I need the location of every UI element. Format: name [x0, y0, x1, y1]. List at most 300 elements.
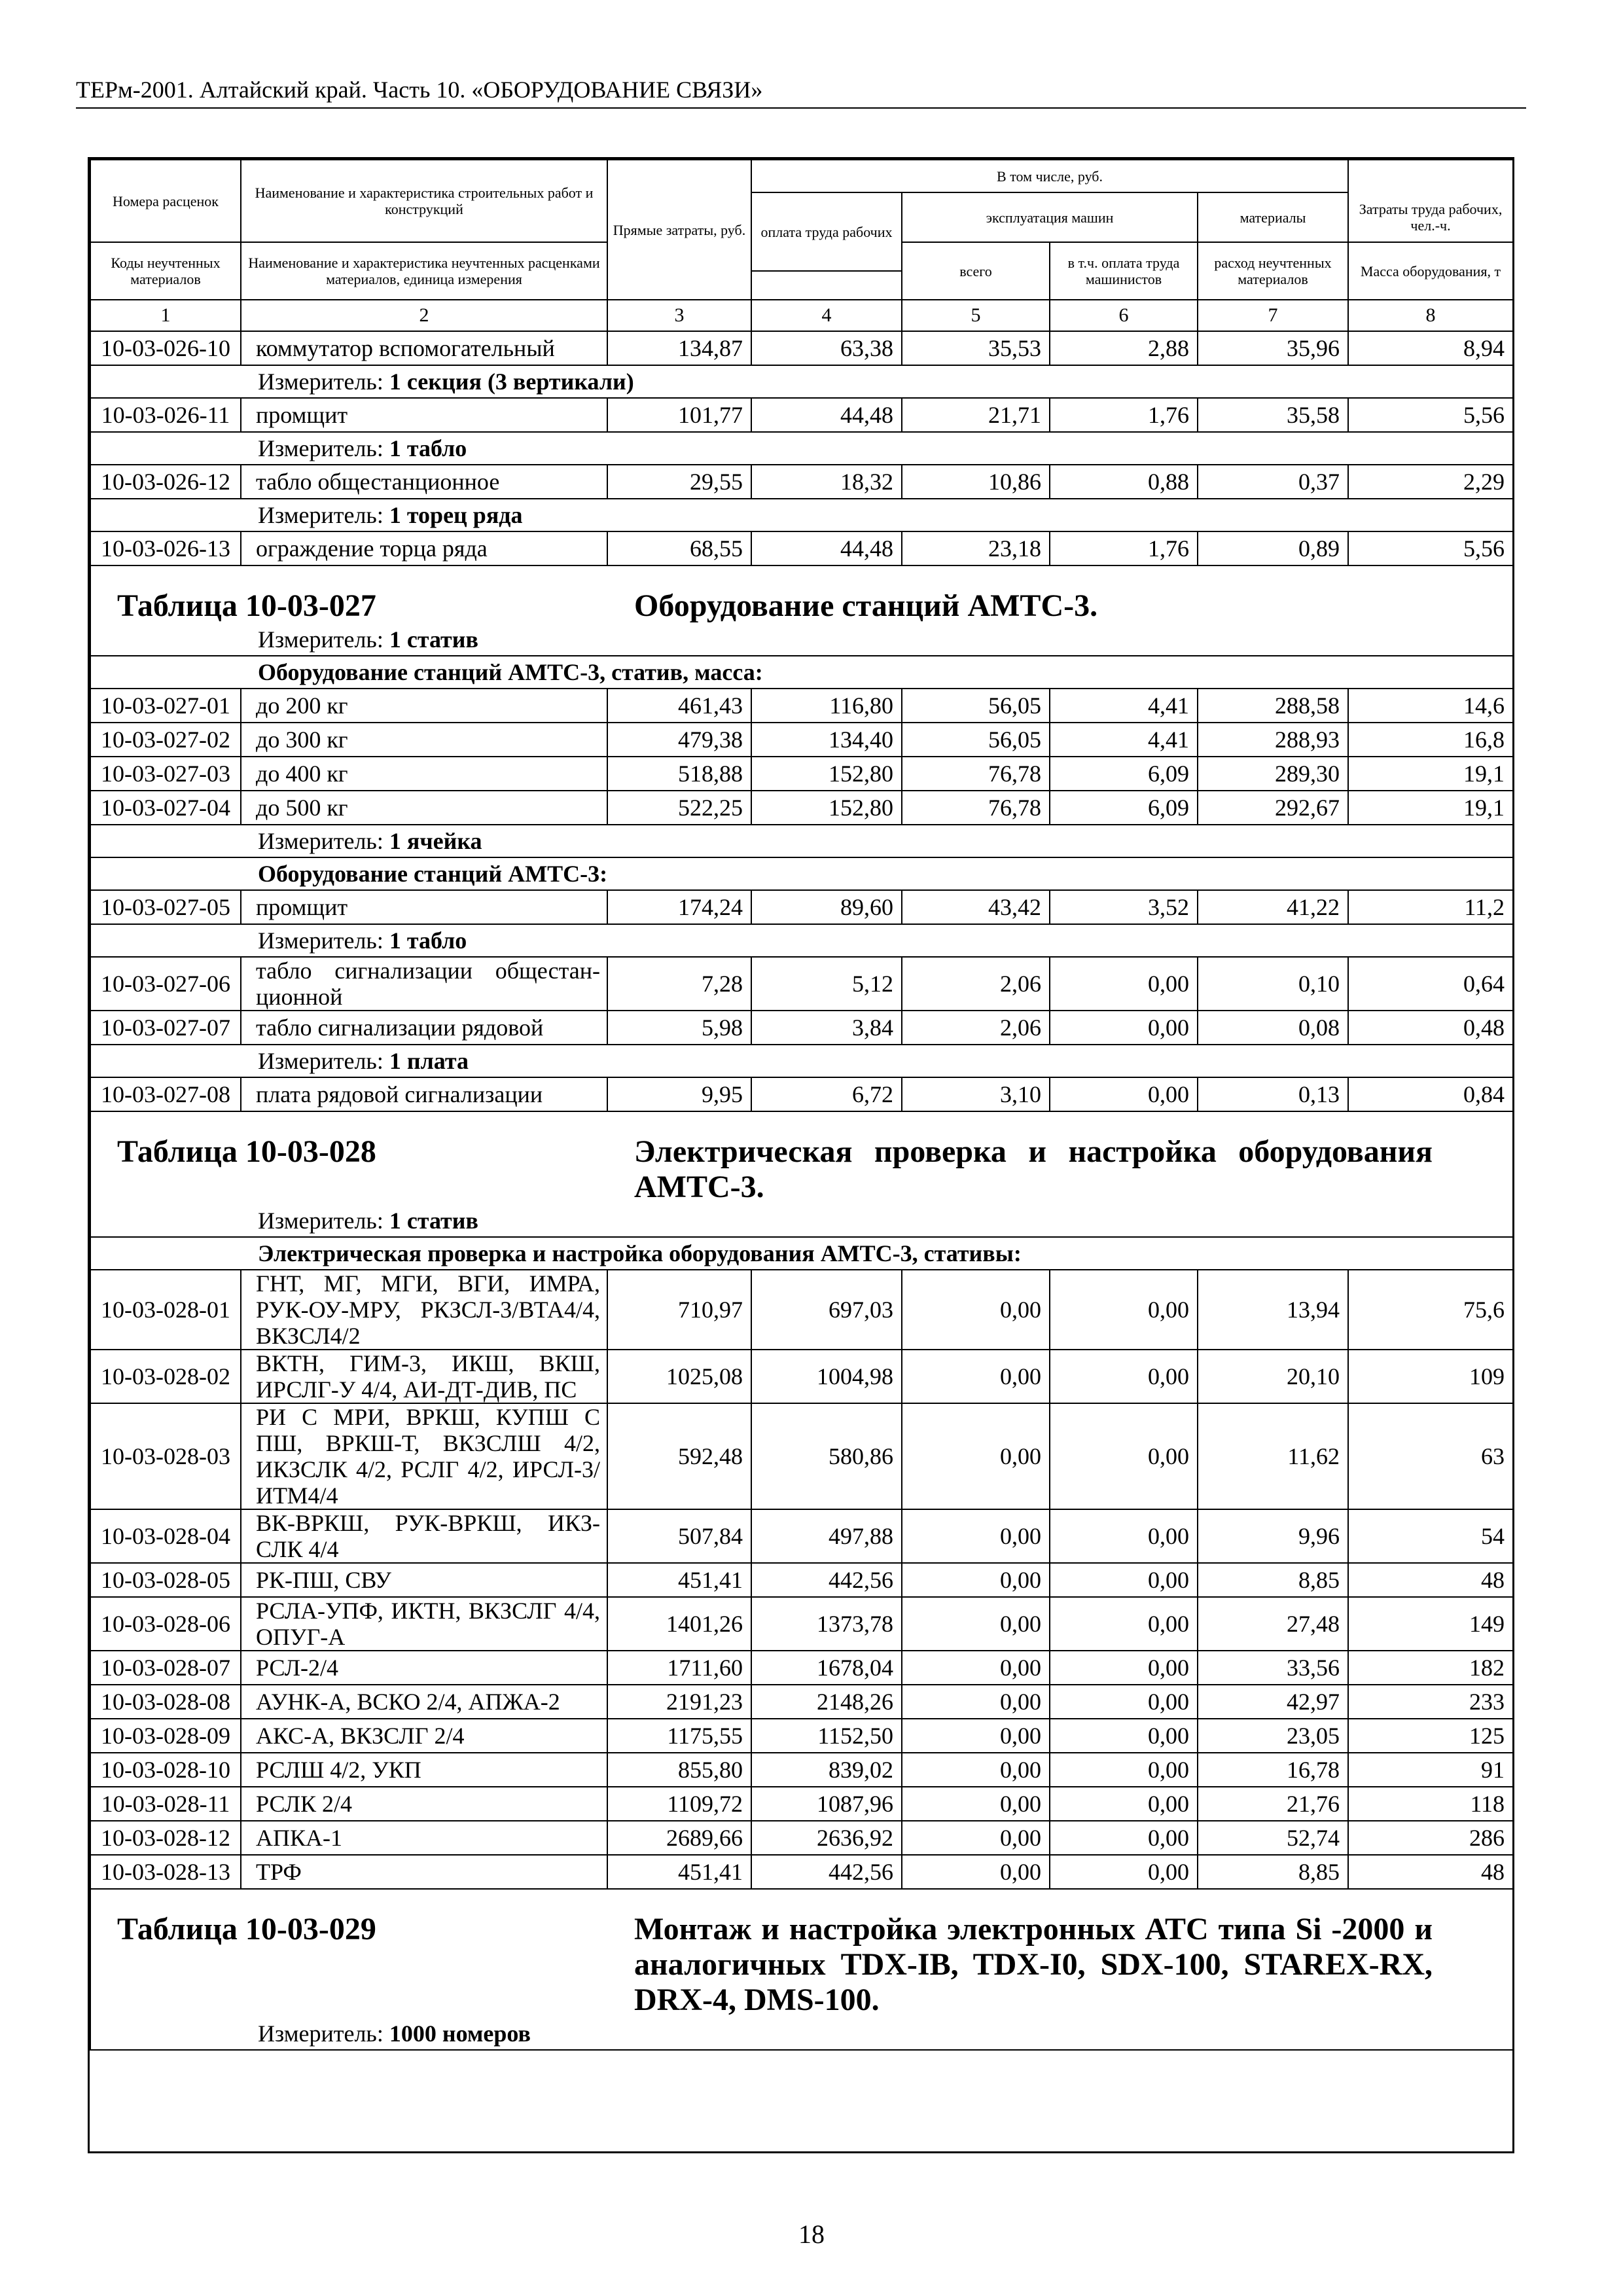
rate-value: 29,55 [607, 465, 751, 499]
rate-code: 10-03-028-13 [90, 1855, 241, 1889]
table-row [90, 723, 1513, 757]
rate-value: 0,48 [1348, 1011, 1513, 1045]
rate-value: 134,40 [751, 723, 902, 757]
measure-prefix: Измеритель: [258, 828, 389, 854]
empty-cell [90, 624, 241, 656]
measure-unit: 1 торец ряда [389, 502, 523, 528]
rate-value: 1152,50 [751, 1719, 902, 1753]
page-number: 18 [798, 2219, 825, 2249]
rate-value: 1004,98 [751, 1350, 902, 1403]
table-row [90, 689, 1513, 723]
col-header-total: всего [902, 242, 1050, 300]
subheader-label: Оборудование станций АМТС-3: [241, 857, 1513, 890]
rate-value: 0,00 [1050, 957, 1198, 1011]
col-number: 5 [902, 300, 1050, 331]
rate-value: 56,05 [902, 689, 1050, 723]
rate-name: РСЛА-УПФ, ИКТН, ВКЗСЛГ 4/4, ОПУГ-А [241, 1597, 607, 1651]
rate-value: 76,78 [902, 757, 1050, 791]
empty-cell [90, 1237, 241, 1270]
rate-value: 6,09 [1050, 757, 1198, 791]
rate-value: 292,67 [1198, 791, 1348, 825]
table-row [90, 1753, 1513, 1787]
rate-value: 152,80 [751, 791, 902, 825]
rate-value: 697,03 [751, 1270, 902, 1350]
table-row [90, 957, 1513, 1011]
measure-label [241, 365, 1513, 398]
rate-value: 451,41 [607, 1563, 751, 1597]
rate-value: 0,00 [1050, 1011, 1198, 1045]
rate-value: 41,22 [1198, 890, 1348, 924]
table-number: Таблица 10-03-027 [117, 588, 376, 623]
rate-code: 10-03-028-02 [90, 1350, 241, 1403]
rate-value: 2148,26 [751, 1685, 902, 1719]
rate-code: 10-03-028-01 [90, 1270, 241, 1350]
col-header-incl-operators: в т.ч. оплата труда машинистов [1050, 242, 1198, 300]
col-header-name-bottom: Наименование и характеристика неучтенных расценками материалов, единица измерения [241, 242, 607, 300]
rate-code: 10-03-027-02 [90, 723, 241, 757]
rate-value: 0,00 [1050, 1651, 1198, 1685]
empty-cell [90, 432, 241, 465]
rate-value: 0,00 [902, 1821, 1050, 1855]
rate-name: РК-ПШ, СВУ [241, 1563, 607, 1597]
rate-value: 2191,23 [607, 1685, 751, 1719]
rate-value: 3,84 [751, 1011, 902, 1045]
rate-value: 149 [1348, 1597, 1513, 1651]
rate-value: 75,6 [1348, 1270, 1513, 1350]
col-header-code-top: Номера расценок [90, 160, 241, 242]
rate-value: 11,2 [1348, 890, 1513, 924]
table-title: Оборудование станций АМТС-3. [634, 588, 1098, 623]
rate-value: 0,00 [1050, 1597, 1198, 1651]
rate-value: 35,53 [902, 331, 1050, 365]
rate-name: ГНТ, МГ, МГИ, ВГИ, ИМРА, РУК-ОУ-МРУ, РКЗСЛ-3/ВТА4/4, ВКЗСЛ4/2 [241, 1270, 607, 1350]
rate-value: 101,77 [607, 398, 751, 432]
rate-value: 580,86 [751, 1403, 902, 1509]
rate-value: 0,00 [902, 1719, 1050, 1753]
col-header-mass: Масса оборудования, т [1348, 242, 1513, 300]
rate-value: 2636,92 [751, 1821, 902, 1855]
rate-value: 20,10 [1198, 1350, 1348, 1403]
rate-value: 286 [1348, 1821, 1513, 1855]
rate-value: 9,96 [1198, 1509, 1348, 1563]
col-header-materials: материалы [1198, 192, 1348, 242]
rate-value: 6,72 [751, 1077, 902, 1111]
measure-prefix: Измеритель: [258, 368, 389, 395]
rate-value: 48 [1348, 1855, 1513, 1889]
rate-name: РСЛК 2/4 [241, 1787, 607, 1821]
col-header-code-bottom: Коды неучтенных материалов [90, 242, 241, 300]
rate-value: 56,05 [902, 723, 1050, 757]
empty-cell [90, 924, 241, 957]
rate-value: 0,13 [1198, 1077, 1348, 1111]
rate-name: РСЛ-2/4 [241, 1651, 607, 1685]
rate-value: 1025,08 [607, 1350, 751, 1403]
rate-name: ТРФ [241, 1855, 607, 1889]
table-row [90, 757, 1513, 791]
rate-value: 33,56 [1198, 1651, 1348, 1685]
page-header: ТЕРм-2001. Алтайский край. Часть 10. «ОБОРУДОВАНИЕ СВЯЗИ» [76, 72, 1526, 109]
rate-value: 0,00 [1050, 1077, 1198, 1111]
rate-name: плата рядовой сигнализации [241, 1077, 607, 1111]
rate-value: 0,88 [1050, 465, 1198, 499]
empty-cell [90, 365, 241, 398]
rate-value: 6,09 [1050, 791, 1198, 825]
measure-label [241, 432, 1513, 465]
measure-row [90, 825, 1513, 857]
rate-value: 0,00 [1050, 1403, 1198, 1509]
col-number: 1 [90, 300, 241, 331]
rate-value: 0,64 [1348, 957, 1513, 1011]
col-header-incl: В том числе, руб. [751, 160, 1348, 192]
measure-prefix: Измеритель: [258, 435, 389, 461]
rate-value: 518,88 [607, 757, 751, 791]
subheader-label: Электрическая проверка и настройка оборудования АМТС-3, стативы: [241, 1237, 1513, 1270]
rate-value: 125 [1348, 1719, 1513, 1753]
rate-value: 0,00 [902, 1787, 1050, 1821]
rate-value: 5,56 [1348, 398, 1513, 432]
measure-prefix: Измеритель: [258, 626, 389, 653]
table-row [90, 1011, 1513, 1045]
rate-value: 11,62 [1198, 1403, 1348, 1509]
rate-code: 10-03-027-05 [90, 890, 241, 924]
table-row [90, 1597, 1513, 1651]
rate-value: 233 [1348, 1685, 1513, 1719]
measure-row [90, 1045, 1513, 1077]
rate-value: 0,10 [1198, 957, 1348, 1011]
measure-row [90, 624, 1513, 656]
rate-name: РСЛШ 4/2, УКП [241, 1753, 607, 1787]
table-title-cell [90, 1111, 1513, 1205]
table-row [90, 465, 1513, 499]
rate-value: 68,55 [607, 531, 751, 565]
rate-value: 134,87 [607, 331, 751, 365]
rate-value: 182 [1348, 1651, 1513, 1685]
rate-value: 4,41 [1050, 723, 1198, 757]
measure-unit: 1 секция (3 вертикали) [389, 368, 634, 395]
table-row [90, 1270, 1513, 1350]
rate-code: 10-03-028-08 [90, 1685, 241, 1719]
rate-value: 855,80 [607, 1753, 751, 1787]
rate-value: 839,02 [751, 1753, 902, 1787]
rate-value: 23,05 [1198, 1719, 1348, 1753]
rate-name: промщит [241, 398, 607, 432]
rate-value: 0,00 [902, 1509, 1050, 1563]
rate-code: 10-03-027-04 [90, 791, 241, 825]
empty-cell [90, 1045, 241, 1077]
rate-value: 3,52 [1050, 890, 1198, 924]
rate-value: 479,38 [607, 723, 751, 757]
subheader-row [90, 1237, 1513, 1270]
rate-value: 1,76 [1050, 398, 1198, 432]
rate-name: ВК-ВРКШ, РУК-ВРКШ, ИКЗ-СЛК 4/4 [241, 1509, 607, 1563]
rate-value: 1109,72 [607, 1787, 751, 1821]
rate-name: табло общестанционное [241, 465, 607, 499]
measure-unit: 1 ячейка [389, 828, 482, 854]
measure-unit: 1 табло [389, 927, 467, 954]
rate-value: 0,84 [1348, 1077, 1513, 1111]
rate-code: 10-03-028-05 [90, 1563, 241, 1597]
rate-code: 10-03-027-08 [90, 1077, 241, 1111]
rate-value: 2,88 [1050, 331, 1198, 365]
rate-code: 10-03-027-06 [90, 957, 241, 1011]
table-row [90, 890, 1513, 924]
table-title-row [90, 1111, 1513, 1205]
rate-name: промщит [241, 890, 607, 924]
rate-value: 174,24 [607, 890, 751, 924]
empty-cell [90, 857, 241, 890]
rate-value: 5,56 [1348, 531, 1513, 565]
rate-code: 10-03-026-13 [90, 531, 241, 565]
table-row [90, 1350, 1513, 1403]
rate-value: 35,96 [1198, 331, 1348, 365]
table-row [90, 1685, 1513, 1719]
rate-value: 5,12 [751, 957, 902, 1011]
rate-value: 7,28 [607, 957, 751, 1011]
rate-value: 0,00 [902, 1651, 1050, 1685]
table-title-cell [90, 1889, 1513, 2018]
rate-value: 3,10 [902, 1077, 1050, 1111]
rate-value: 18,32 [751, 465, 902, 499]
table-title-row [90, 565, 1513, 624]
rate-value: 152,80 [751, 757, 902, 791]
rate-name: РИ С МРИ, ВРКШ, КУПШ С ПШ, ВРКШ-Т, ВКЗСЛШ 4/2, ИКЗСЛК 4/2, РСЛГ 4/2, ИРСЛ-3/ИТМ4/4 [241, 1403, 607, 1509]
table-number: Таблица 10-03-028 [117, 1134, 376, 1169]
rate-name: АПКА-1 [241, 1821, 607, 1855]
rate-value: 497,88 [751, 1509, 902, 1563]
col-header-unaccounted: расход неучтенных материалов [1198, 242, 1348, 300]
table-row [90, 331, 1513, 365]
table-number: Таблица 10-03-029 [117, 1912, 376, 1946]
measure-prefix: Измеритель: [258, 1208, 389, 1234]
rate-code: 10-03-028-09 [90, 1719, 241, 1753]
rate-value: 1711,60 [607, 1651, 751, 1685]
rate-name: коммутатор вспомогательный [241, 331, 607, 365]
table-title: Электрическая проверка и настройка оборудования АМТС-3. [634, 1134, 1433, 1204]
rate-value: 2689,66 [607, 1821, 751, 1855]
table-row [90, 1719, 1513, 1753]
rate-value: 2,06 [902, 1011, 1050, 1045]
col-header-corner [1348, 160, 1513, 192]
rate-name: АУНК-А, ВСКО 2/4, АПЖА-2 [241, 1685, 607, 1719]
col-number: 6 [1050, 300, 1198, 331]
rate-code: 10-03-028-04 [90, 1509, 241, 1563]
measure-unit: 1 статив [389, 626, 478, 653]
measure-prefix: Измеритель: [258, 2020, 389, 2047]
rate-value: 27,48 [1198, 1597, 1348, 1651]
rate-value: 52,74 [1198, 1821, 1348, 1855]
rate-value: 54 [1348, 1509, 1513, 1563]
measure-unit: 1 табло [389, 435, 467, 461]
col-number: 8 [1348, 300, 1513, 331]
rate-value: 442,56 [751, 1563, 902, 1597]
rate-code: 10-03-028-12 [90, 1821, 241, 1855]
rate-value: 8,94 [1348, 331, 1513, 365]
col-number: 7 [1198, 300, 1348, 331]
rate-name: до 200 кг [241, 689, 607, 723]
rate-value: 42,97 [1198, 1685, 1348, 1719]
measure-unit: 1 статив [389, 1208, 478, 1234]
rate-value: 0,00 [902, 1753, 1050, 1787]
rate-value: 1401,26 [607, 1597, 751, 1651]
rate-code: 10-03-028-10 [90, 1753, 241, 1787]
rate-value: 76,78 [902, 791, 1050, 825]
table-row [90, 1651, 1513, 1685]
table-title: Монтаж и настройка электронных АТС типа Si -2000 и аналогичных TDX-IB, TDX-I0, SDX-100, STAREX-RX, DRX-4, DMS-100. [634, 1912, 1433, 2017]
table-row [90, 1403, 1513, 1509]
rate-name: АКС-А, ВКЗСЛГ 2/4 [241, 1719, 607, 1753]
subheader-row [90, 857, 1513, 890]
rate-value: 0,00 [902, 1350, 1050, 1403]
col-header-labor-pay: оплата труда рабочих [751, 192, 902, 271]
table-row [90, 791, 1513, 825]
rate-value: 89,60 [751, 890, 902, 924]
rate-value: 4,41 [1050, 689, 1198, 723]
rate-value: 0,00 [902, 1563, 1050, 1597]
measure-label [241, 825, 1513, 857]
empty-cell [90, 2018, 241, 2050]
measure-row [90, 924, 1513, 957]
rate-value: 0,00 [1050, 1855, 1198, 1889]
rate-value: 91 [1348, 1753, 1513, 1787]
rate-value: 63 [1348, 1403, 1513, 1509]
rate-value: 0,08 [1198, 1011, 1348, 1045]
rate-value: 109 [1348, 1350, 1513, 1403]
measure-row [90, 1205, 1513, 1237]
rate-value: 21,76 [1198, 1787, 1348, 1821]
rate-value: 592,48 [607, 1403, 751, 1509]
empty-cell [90, 499, 241, 531]
rate-code: 10-03-026-10 [90, 331, 241, 365]
col-header-name-top: Наименование и характеристика строительных работ и конструкций [241, 160, 607, 242]
rate-value: 0,00 [1050, 1787, 1198, 1821]
rate-value: 48 [1348, 1563, 1513, 1597]
rate-value: 461,43 [607, 689, 751, 723]
rate-value: 0,00 [1050, 1350, 1198, 1403]
rate-table-frame [88, 157, 1514, 2153]
table-row [90, 1563, 1513, 1597]
table-title-block [91, 566, 1512, 624]
measure-row [90, 2018, 1513, 2050]
rate-table [90, 159, 1514, 2051]
measure-unit: 1 плата [389, 1048, 469, 1074]
subheader-row [90, 656, 1513, 689]
rate-value: 0,00 [1050, 1270, 1198, 1350]
rate-value: 13,94 [1198, 1270, 1348, 1350]
rate-value: 0,00 [1050, 1821, 1198, 1855]
measure-label [241, 924, 1513, 957]
col-header-labor-cost: Затраты труда рабочих, чел.-ч. [1348, 192, 1513, 242]
rate-value: 288,58 [1198, 689, 1348, 723]
measure-unit: 1000 номеров [389, 2020, 531, 2047]
col-number: 2 [241, 300, 607, 331]
rate-value: 5,98 [607, 1011, 751, 1045]
rate-value: 0,00 [1050, 1753, 1198, 1787]
measure-prefix: Измеритель: [258, 502, 389, 528]
rate-value: 19,1 [1348, 757, 1513, 791]
table-title-row [90, 1889, 1513, 2018]
rate-value: 35,58 [1198, 398, 1348, 432]
rate-value: 16,8 [1348, 723, 1513, 757]
rate-value: 0,00 [1050, 1719, 1198, 1753]
rate-value: 118 [1348, 1787, 1513, 1821]
measure-label [241, 1045, 1513, 1077]
rate-value: 0,00 [1050, 1563, 1198, 1597]
rate-code: 10-03-026-11 [90, 398, 241, 432]
rate-value: 10,86 [902, 465, 1050, 499]
rate-value: 44,48 [751, 531, 902, 565]
rate-value: 23,18 [902, 531, 1050, 565]
rate-value: 1175,55 [607, 1719, 751, 1753]
rate-code: 10-03-027-01 [90, 689, 241, 723]
rate-value: 1373,78 [751, 1597, 902, 1651]
table-row [90, 1855, 1513, 1889]
col-number: 4 [751, 300, 902, 331]
rate-value: 710,97 [607, 1270, 751, 1350]
table-row [90, 1077, 1513, 1111]
rate-name: табло сигнализации рядовой [241, 1011, 607, 1045]
rate-value: 9,95 [607, 1077, 751, 1111]
rate-value: 288,93 [1198, 723, 1348, 757]
rate-value: 451,41 [607, 1855, 751, 1889]
measure-label [241, 2018, 1513, 2050]
table-title-block [91, 1890, 1512, 2018]
table-row [90, 531, 1513, 565]
empty-cell [90, 825, 241, 857]
rate-code: 10-03-027-07 [90, 1011, 241, 1045]
rate-value: 507,84 [607, 1509, 751, 1563]
rate-value: 44,48 [751, 398, 902, 432]
rate-value: 0,89 [1198, 531, 1348, 565]
rate-value: 8,85 [1198, 1855, 1348, 1889]
table-title-cell [90, 565, 1513, 624]
measure-prefix: Измеритель: [258, 1048, 389, 1074]
rate-value: 14,6 [1348, 689, 1513, 723]
empty-cell [90, 1205, 241, 1237]
rate-code: 10-03-028-03 [90, 1403, 241, 1509]
measure-label [241, 1205, 1513, 1237]
rate-value: 63,38 [751, 331, 902, 365]
rate-value: 0,37 [1198, 465, 1348, 499]
rate-value: 116,80 [751, 689, 902, 723]
rate-value: 522,25 [607, 791, 751, 825]
rate-code: 10-03-026-12 [90, 465, 241, 499]
rate-value: 8,85 [1198, 1563, 1348, 1597]
rate-name: до 300 кг [241, 723, 607, 757]
measure-label [241, 499, 1513, 531]
rate-name: табло сигнализации общестан-ционной [241, 957, 607, 1011]
rate-value: 21,71 [902, 398, 1050, 432]
empty-cell [90, 656, 241, 689]
rate-value: 0,00 [902, 1270, 1050, 1350]
rate-code: 10-03-027-03 [90, 757, 241, 791]
table-title-block [91, 1112, 1512, 1205]
measure-row [90, 432, 1513, 465]
rate-value: 1678,04 [751, 1651, 902, 1685]
rate-name: до 400 кг [241, 757, 607, 791]
measure-row [90, 365, 1513, 398]
rate-value: 0,00 [1050, 1509, 1198, 1563]
rate-code: 10-03-028-11 [90, 1787, 241, 1821]
col-number: 3 [607, 300, 751, 331]
rate-code: 10-03-028-07 [90, 1651, 241, 1685]
table-row [90, 1509, 1513, 1563]
rate-value: 0,00 [902, 1685, 1050, 1719]
rate-value: 0,00 [1050, 1685, 1198, 1719]
rate-name: ограждение торца ряда [241, 531, 607, 565]
rate-name: ВКТН, ГИМ-3, ИКШ, ВКШ, ИРСЛГ-У 4/4, АИ-ДТ-ДИВ, ПС [241, 1350, 607, 1403]
subheader-label: Оборудование станций АМТС-3, статив, масса: [241, 656, 1513, 689]
rate-value: 19,1 [1348, 791, 1513, 825]
